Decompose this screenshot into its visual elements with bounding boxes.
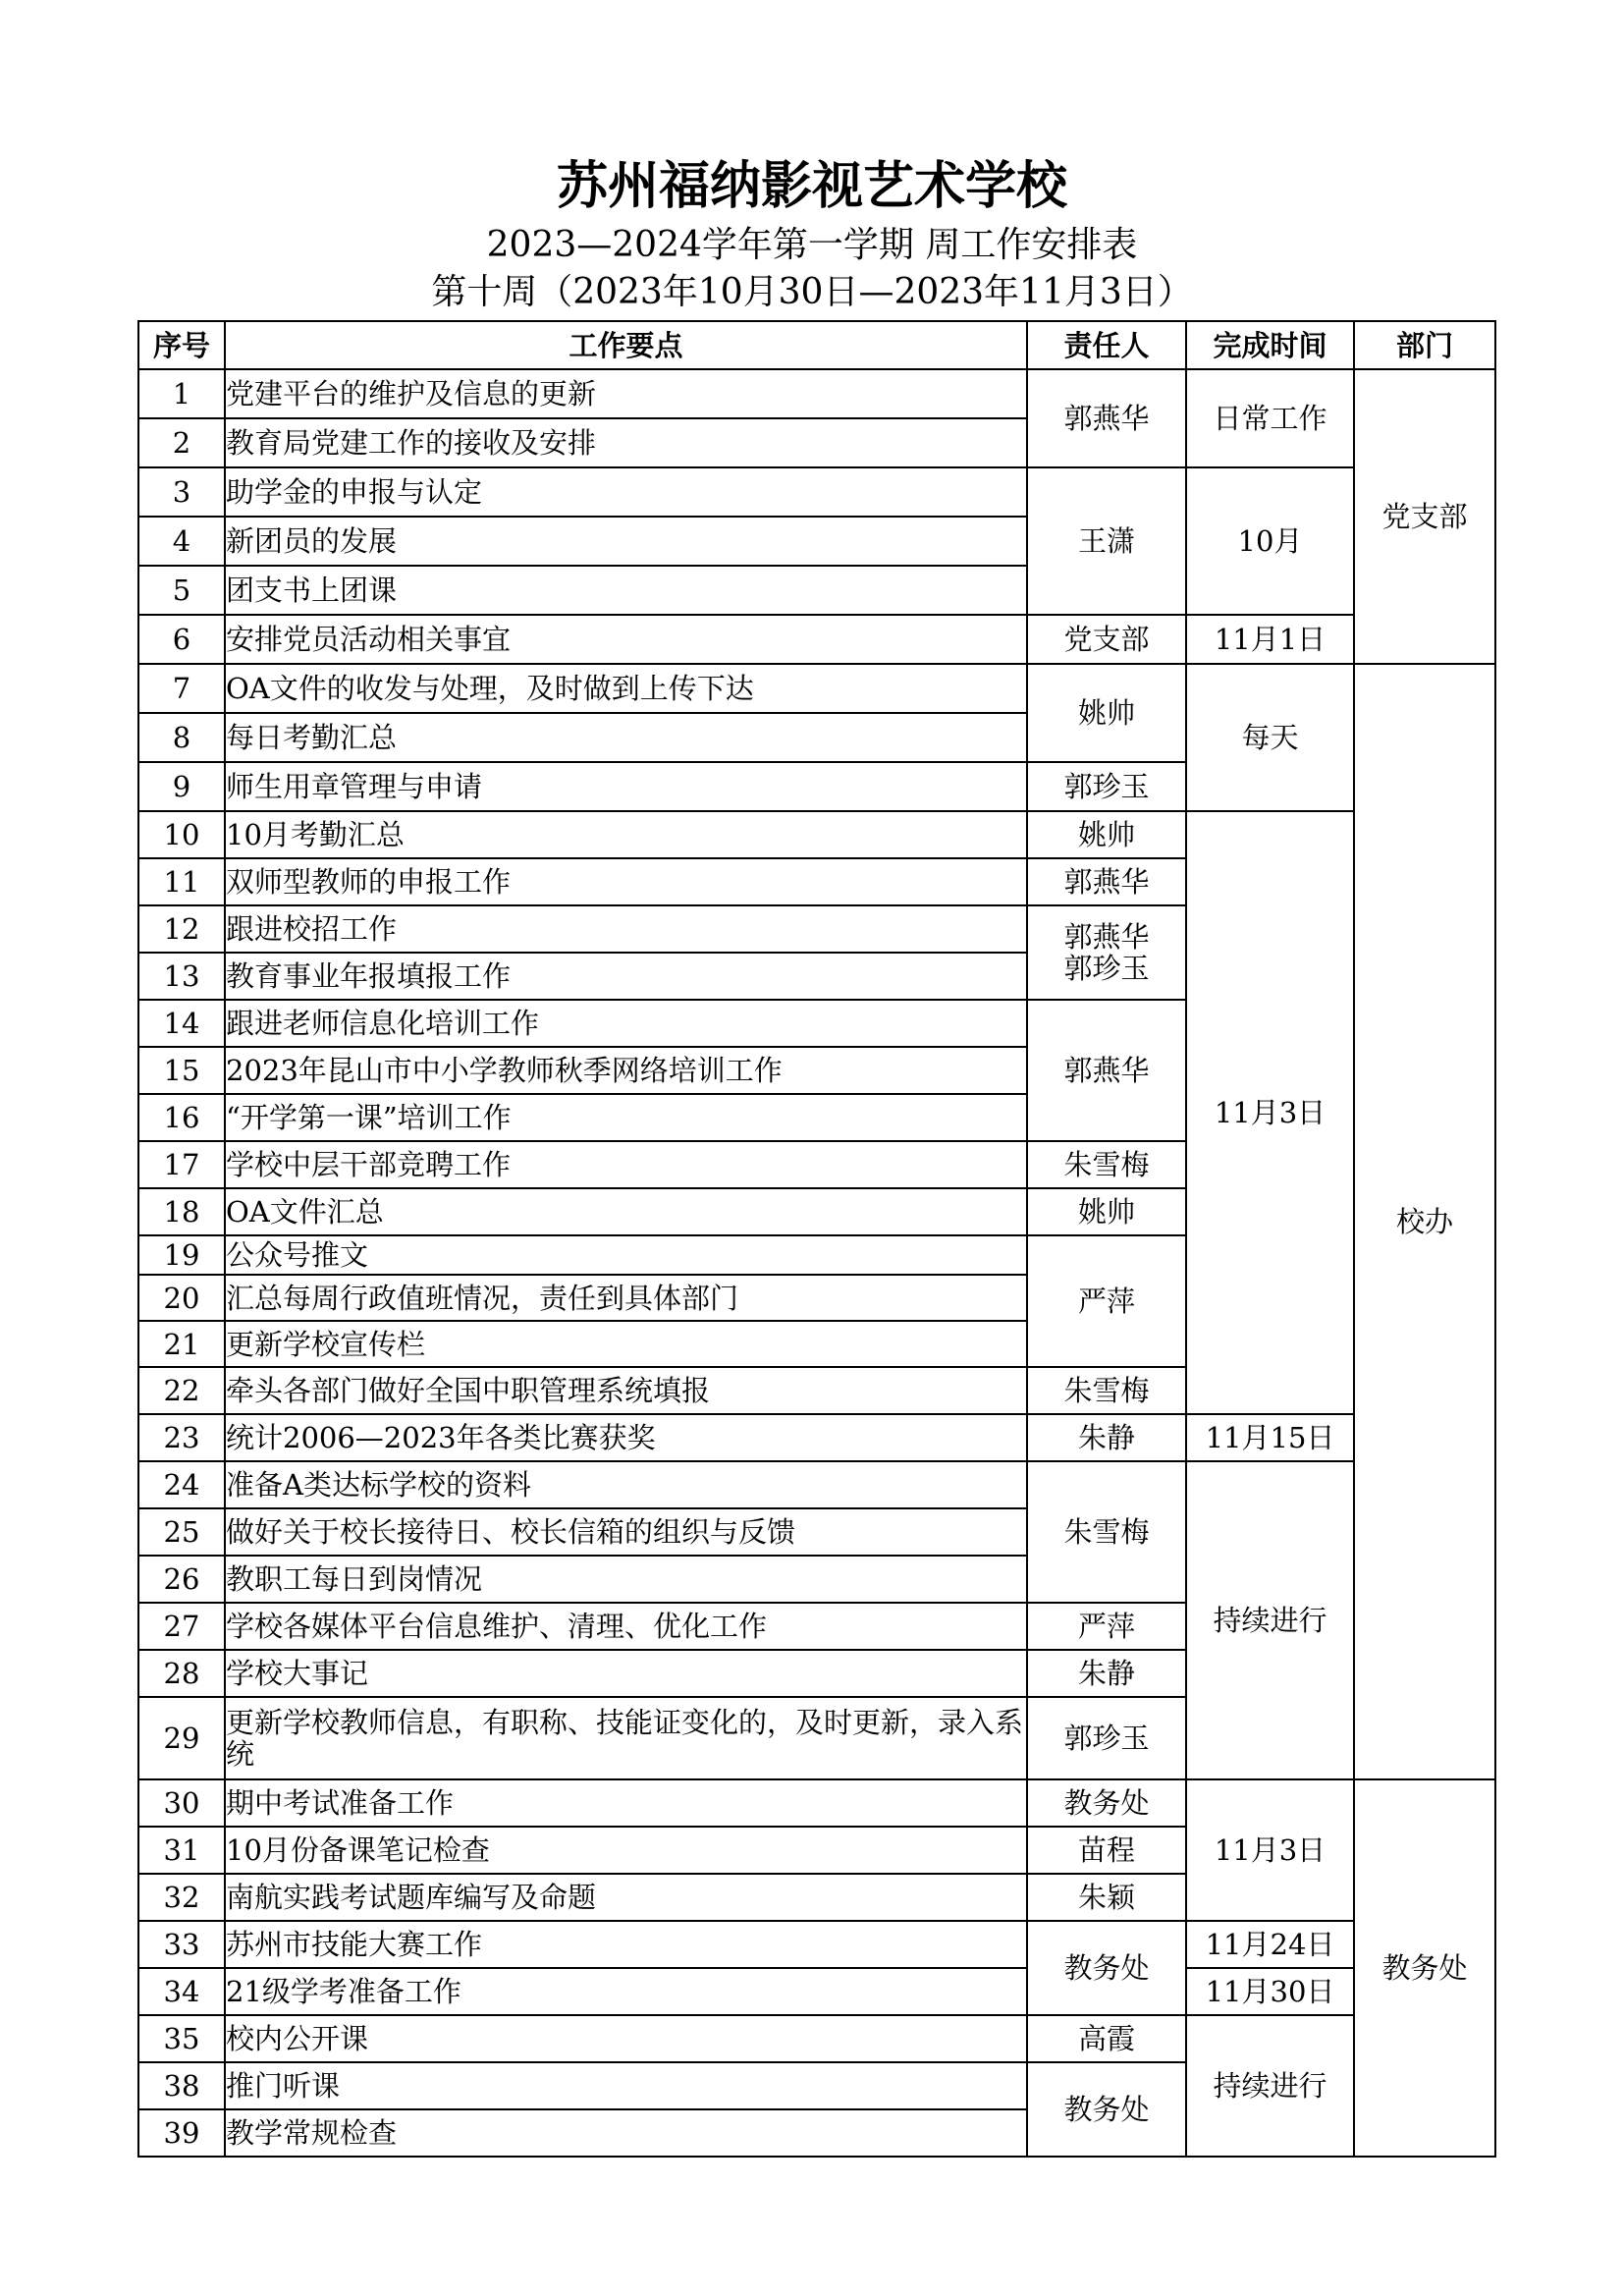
row-number: 34: [138, 1968, 225, 2015]
responsible-person: 朱颖: [1027, 1874, 1186, 1921]
completion-time: 11月3日: [1186, 1779, 1354, 1921]
row-task: 双师型教师的申报工作: [225, 858, 1027, 905]
row-number: 23: [138, 1414, 225, 1461]
table-row: [138, 615, 1495, 664]
row-number: 31: [138, 1827, 225, 1874]
row-number: 16: [138, 1094, 225, 1141]
row-task: 南航实践考试题库编写及命题: [225, 1874, 1027, 1921]
row-task: 学校大事记: [225, 1650, 1027, 1697]
row-task: 每日考勤汇总: [225, 713, 1027, 762]
row-task: 校内公开课: [225, 2015, 1027, 2062]
table-row: [138, 1461, 1495, 1508]
row-task: 统计2006—2023年各类比赛获奖: [225, 1414, 1027, 1461]
responsible-person: 郭珍玉: [1027, 762, 1186, 811]
row-number: 9: [138, 762, 225, 811]
responsible-person: 朱静: [1027, 1414, 1186, 1461]
row-number: 15: [138, 1047, 225, 1094]
responsible-person: 朱静: [1027, 1650, 1186, 1697]
responsible-person: 严萍: [1027, 1235, 1186, 1367]
row-number: 6: [138, 615, 225, 664]
responsible-person: 朱雪梅: [1027, 1461, 1186, 1603]
row-task: 10月份备课笔记检查: [225, 1827, 1027, 1874]
row-number: 19: [138, 1235, 225, 1275]
row-task: “开学第一课”培训工作: [225, 1094, 1027, 1141]
row-task: 党建平台的维护及信息的更新: [225, 369, 1027, 418]
row-number: 17: [138, 1141, 225, 1188]
row-task: 师生用章管理与申请: [225, 762, 1027, 811]
row-number: 3: [138, 467, 225, 517]
responsible-person: 教务处: [1027, 2062, 1186, 2157]
row-task: 学校各媒体平台信息维护、清理、优化工作: [225, 1603, 1027, 1650]
completion-time: 11月3日: [1186, 811, 1354, 1414]
responsible-person: 郭珍玉: [1027, 1697, 1186, 1779]
table-row: [138, 1968, 1495, 2015]
row-number: 4: [138, 517, 225, 566]
row-number: 32: [138, 1874, 225, 1921]
row-task: 苏州市技能大赛工作: [225, 1921, 1027, 1968]
col-header-time: 完成时间: [1186, 321, 1354, 369]
responsible-person: 朱雪梅: [1027, 1141, 1186, 1188]
row-task: 推门听课: [225, 2062, 1027, 2109]
col-header-person: 责任人: [1027, 321, 1186, 369]
responsible-person: 姚帅: [1027, 811, 1186, 858]
row-number: 38: [138, 2062, 225, 2109]
completion-time: 持续进行: [1186, 2015, 1354, 2157]
responsible-person: 郭燕华: [1027, 369, 1186, 467]
row-task: 教职工每日到岗情况: [225, 1556, 1027, 1603]
department: 党支部: [1354, 369, 1495, 664]
responsible-person: 严萍: [1027, 1603, 1186, 1650]
row-task: 2023年昆山市中小学教师秋季网络培训工作: [225, 1047, 1027, 1094]
row-task: 21级学考准备工作: [225, 1968, 1027, 2015]
completion-time: 每天: [1186, 664, 1354, 811]
responsible-person: 教务处: [1027, 1921, 1186, 2015]
row-task: 跟进老师信息化培训工作: [225, 1000, 1027, 1047]
row-task: 教学常规检查: [225, 2109, 1027, 2157]
week-range: 第十周（2023年10月30日—2023年11月3日）: [431, 272, 1193, 312]
completion-time: 11月1日: [1186, 615, 1354, 664]
row-number: 22: [138, 1367, 225, 1414]
responsible-person: 朱雪梅: [1027, 1367, 1186, 1414]
person-name: 郭珍玉: [1063, 952, 1150, 985]
schedule-table: [137, 320, 1496, 2158]
responsible-person: 高霞: [1027, 2015, 1186, 2062]
col-header-task: 工作要点: [225, 321, 1027, 369]
row-number: 21: [138, 1321, 225, 1367]
row-task: OA文件的收发与处理，及时做到上传下达: [225, 664, 1027, 713]
responsible-person: 郭燕华: [1027, 858, 1186, 905]
row-number: 13: [138, 953, 225, 1000]
responsible-person: 王潇: [1027, 467, 1186, 615]
department: 校办: [1354, 664, 1495, 1779]
row-task: OA文件汇总: [225, 1188, 1027, 1235]
row-task: 更新学校宣传栏: [225, 1321, 1027, 1367]
row-task: 汇总每周行政值班情况，责任到具体部门: [225, 1275, 1027, 1321]
row-number: 5: [138, 566, 225, 615]
completion-time: 11月30日: [1186, 1968, 1354, 2015]
responsible-person: [1027, 905, 1186, 1000]
table-row: [138, 369, 1495, 418]
row-task: 准备A类达标学校的资料: [225, 1461, 1027, 1508]
responsible-person: 郭燕华: [1027, 1000, 1186, 1141]
completion-time: 10月: [1186, 467, 1354, 615]
row-number: 10: [138, 811, 225, 858]
table-row: [138, 1414, 1495, 1461]
completion-time: 持续进行: [1186, 1461, 1354, 1779]
row-number: 7: [138, 664, 225, 713]
row-number: 1: [138, 369, 225, 418]
row-number: 24: [138, 1461, 225, 1508]
col-header-dept: 部门: [1354, 321, 1495, 369]
row-number: 35: [138, 2015, 225, 2062]
table-row: [138, 467, 1495, 517]
table-row: [138, 1921, 1495, 1968]
row-number: 12: [138, 905, 225, 953]
row-number: 30: [138, 1779, 225, 1827]
row-task: 团支书上团课: [225, 566, 1027, 615]
page-subtitle: 2023—2024学年第一学期 周工作安排表: [486, 225, 1138, 265]
row-task: 助学金的申报与认定: [225, 467, 1027, 517]
responsible-person: 苗程: [1027, 1827, 1186, 1874]
row-number: 18: [138, 1188, 225, 1235]
completion-time: 日常工作: [1186, 369, 1354, 467]
department: 教务处: [1354, 1779, 1495, 2157]
row-number: 33: [138, 1921, 225, 1968]
row-number: 2: [138, 418, 225, 467]
row-number: 25: [138, 1508, 225, 1556]
page-title: 苏州福纳影视艺术学校: [556, 156, 1067, 216]
row-task: 牵头各部门做好全国中职管理系统填报: [225, 1367, 1027, 1414]
row-number: 27: [138, 1603, 225, 1650]
responsible-person: 姚帅: [1027, 1188, 1186, 1235]
row-number: 28: [138, 1650, 225, 1697]
row-number: 39: [138, 2109, 225, 2157]
row-task: 期中考试准备工作: [225, 1779, 1027, 1827]
row-task: 教育事业年报填报工作: [225, 953, 1027, 1000]
row-number: 8: [138, 713, 225, 762]
row-task: 公众号推文: [225, 1235, 1027, 1275]
row-task: 安排党员活动相关事宜: [225, 615, 1027, 664]
responsible-person: 党支部: [1027, 615, 1186, 664]
row-task: 教育局党建工作的接收及安排: [225, 418, 1027, 467]
person-name: 郭燕华: [1063, 920, 1150, 954]
row-task: 学校中层干部竞聘工作: [225, 1141, 1027, 1188]
responsible-person: 教务处: [1027, 1779, 1186, 1827]
header-row: [138, 321, 1495, 369]
table-row: [138, 664, 1495, 713]
row-task: 10月考勤汇总: [225, 811, 1027, 858]
row-task: 做好关于校长接待日、校长信箱的组织与反馈: [225, 1508, 1027, 1556]
completion-time: 11月15日: [1186, 1414, 1354, 1461]
table-row: [138, 1779, 1495, 1827]
row-number: 26: [138, 1556, 225, 1603]
row-number: 14: [138, 1000, 225, 1047]
row-task: 新团员的发展: [225, 517, 1027, 566]
completion-time: 11月24日: [1186, 1921, 1354, 1968]
responsible-person: 姚帅: [1027, 664, 1186, 762]
row-number: 20: [138, 1275, 225, 1321]
row-task: 跟进校招工作: [225, 905, 1027, 953]
table-row: [138, 811, 1495, 858]
col-header-no: 序号: [138, 321, 225, 369]
row-number: 11: [138, 858, 225, 905]
table-row: [138, 2015, 1495, 2062]
row-task: 更新学校教师信息，有职称、技能证变化的，及时更新，录入系统: [225, 1697, 1027, 1779]
row-number: 29: [138, 1697, 225, 1779]
